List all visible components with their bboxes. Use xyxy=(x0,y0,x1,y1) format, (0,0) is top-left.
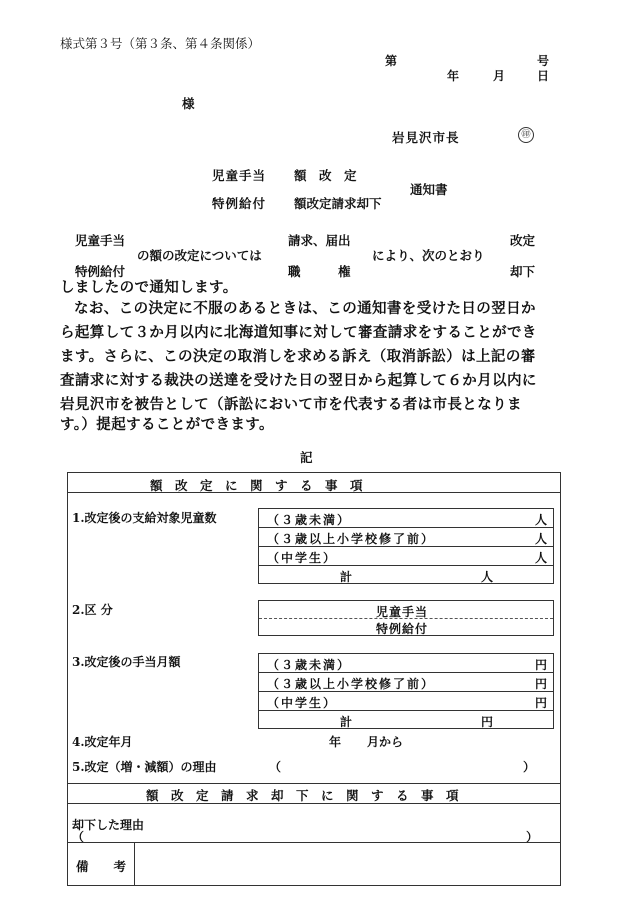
row-label: （３歳以上小学校修了前） xyxy=(267,532,436,546)
item1-total: 計 xyxy=(340,570,353,584)
reject-paren-close: ） xyxy=(526,830,539,844)
row-label: （中学生） xyxy=(267,696,338,710)
title-suffix: 通知書 xyxy=(410,182,448,197)
title-line2-b: 額改定請求却下 xyxy=(294,196,382,211)
item1-box xyxy=(258,508,554,584)
item4-label: 4.改定年月 xyxy=(72,735,133,749)
item3-label: 3.改定後の手当月額 xyxy=(72,655,181,669)
section1-header: 額 改 定 に 関 す る 事 項 xyxy=(150,478,363,493)
item3-total-unit: 円 xyxy=(481,715,494,729)
category-child-allowance: 児童手当 xyxy=(376,605,429,619)
item4-year: 年 xyxy=(329,735,342,749)
row-label: （３歳未満） xyxy=(267,513,352,527)
paragraph-line: ら起算して３か月以内に北海道知事に対して審査請求をすることができ xyxy=(60,324,537,341)
paragraph-line: す。）提起することができます。 xyxy=(60,416,274,433)
item1-label: 1.改定後の支給対象児童数 xyxy=(72,511,217,525)
item4-month: 月から xyxy=(367,735,404,749)
ki-mark: 記 xyxy=(300,450,313,465)
title-line2-a: 特例給付 xyxy=(212,196,267,211)
title-line1-b: 額 改 定 xyxy=(294,168,357,183)
date-day: 日 xyxy=(537,69,550,83)
number-suffix: 号 xyxy=(537,54,550,68)
issuer: 岩見沢市長 xyxy=(392,130,460,145)
row-label: （３歳未満） xyxy=(267,658,352,672)
item3-box xyxy=(258,653,554,729)
intro-choice2-top: 請求、届出 xyxy=(288,233,351,248)
remarks-label: 備 考 xyxy=(76,859,127,874)
intro-text-mid: の額の改定については xyxy=(137,248,262,263)
item1-total-unit: 人 xyxy=(481,570,494,584)
intro-choice1-top: 児童手当 xyxy=(75,233,126,248)
intro-choice3-top: 改定 xyxy=(510,233,536,248)
intro-end: しましたので通知します。 xyxy=(60,279,238,296)
row-unit: 人 xyxy=(534,551,547,565)
row-unit: 人 xyxy=(534,532,547,546)
paragraph-line: 岩見沢市を被告として（訴訟において市を代表する者は市長となりま xyxy=(60,396,522,413)
item3-total: 計 xyxy=(340,715,353,729)
intro-text-mid2: により、次のとおり xyxy=(372,248,485,263)
row-unit: 円 xyxy=(534,658,547,672)
reject-reason-label: 却下した理由 xyxy=(72,818,145,832)
category-special-benefit: 特例給付 xyxy=(376,622,429,636)
item5-label: 5.改定（増・減額）の理由 xyxy=(72,760,217,774)
item2-label: 2.区 分 xyxy=(72,603,113,617)
paragraph-line: 査請求に対する裁決の送達を受けた日の翌日から起算して６か月以内に xyxy=(60,372,537,389)
row-label: （中学生） xyxy=(267,551,338,565)
item5-paren-close: ） xyxy=(523,760,536,774)
intro-choice1-bot: 特例給付 xyxy=(75,264,126,279)
reject-paren-open: （ xyxy=(72,830,85,844)
date-year: 年 xyxy=(447,69,460,83)
title-line1-a: 児童手当 xyxy=(212,168,267,183)
section2-header: 額 改 定 請 求 却 下 に 関 す る 事 項 xyxy=(146,788,459,803)
category-box xyxy=(258,600,554,636)
row-unit: 円 xyxy=(534,677,547,691)
item5-paren-open: （ xyxy=(269,760,282,774)
seal-mark: ㊞ xyxy=(518,126,534,143)
number-prefix: 第 xyxy=(385,54,398,68)
row-unit: 人 xyxy=(534,513,547,527)
date-month: 月 xyxy=(493,69,506,83)
intro-choice2-bot: 職 権 xyxy=(288,264,351,279)
paragraph-line: ます。さらに、この決定の取消しを求める訴え（取消訴訟）は上記の審 xyxy=(60,348,536,365)
row-unit: 円 xyxy=(534,696,547,710)
details-table xyxy=(67,472,561,886)
form-number: 様式第３号（第３条、第４条関係） xyxy=(60,36,261,51)
intro-choice3-bot: 却下 xyxy=(510,264,536,279)
recipient-honorific: 様 xyxy=(182,96,195,111)
row-label: （３歳以上小学校修了前） xyxy=(267,677,436,691)
paragraph-line: なお、この決定に不服のあるときは、この通知書を受けた日の翌日か xyxy=(74,300,536,317)
